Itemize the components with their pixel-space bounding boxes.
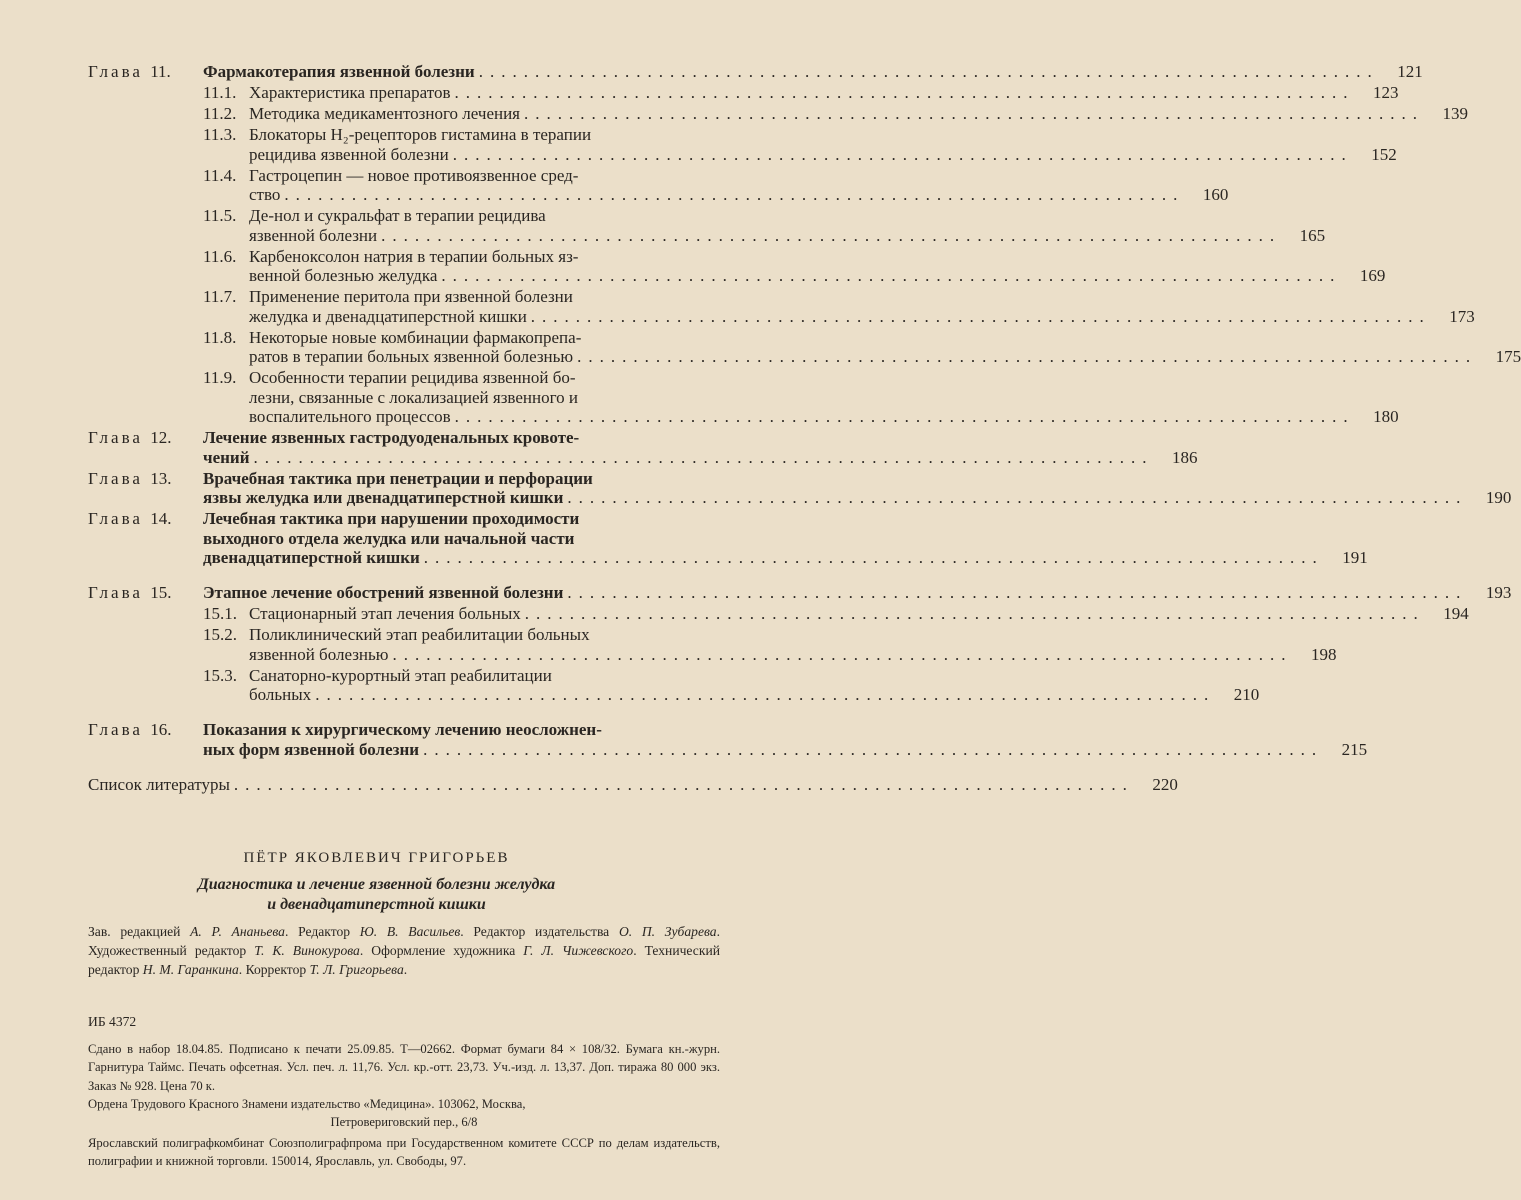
toc-line: [0, 774, 1178, 795]
chapter-label: [88, 469, 171, 489]
dot-leader: ................................................................................: [454, 83, 1355, 102]
section-number: 15.2.: [203, 625, 237, 644]
entry-title: Де-нол и сукральфат в терапии рецидива: [249, 206, 546, 225]
entry-title: Стационарный этап лечения больных: [249, 604, 521, 623]
toc-line: [0, 287, 753, 307]
credit-role: . Технический редактор: [88, 943, 720, 977]
credit-role: . Редактор: [284, 924, 351, 939]
toc-line: [0, 685, 1260, 705]
dot-leader: ................................................................................: [233, 774, 1134, 794]
section-number: 11.9.: [203, 368, 237, 387]
toc-line: [0, 469, 753, 489]
credit-name: Т. К. Винокурова: [254, 943, 360, 958]
chapter-label: [88, 428, 171, 448]
entry-title: больных: [249, 685, 312, 704]
printer: Ярославский полиграфкомбинат Союзполиграфпрома при Государственном комитете СССР по делам издательств, полиграфии и книжной торговли. 150014, Ярославль, ул. Свободы, 97.: [88, 1136, 720, 1169]
credit-role: Зав. редакцией: [88, 924, 181, 939]
page-number: 190: [1485, 488, 1512, 507]
toc-line: [0, 185, 1229, 205]
entry-title: Этапное лечение обострений язвенной болезни: [203, 583, 564, 602]
chapter-number: 16.: [150, 720, 172, 739]
chapter-word: Глава: [88, 468, 143, 488]
dot-leader: ................................................................................: [441, 266, 1342, 285]
toc-line: [0, 407, 1399, 427]
credit-name: Г. Л. Чижевского: [523, 943, 634, 958]
chapter-label: [88, 509, 171, 529]
book-title-line-2: и двенадцатиперстной кишки: [267, 896, 486, 913]
toc-chapter: [0, 583, 1512, 603]
book-author: ПЁТР ЯКОВЛЕВИЧ ГРИГОРЬЕВ: [243, 850, 510, 866]
entry-title: Блокаторы H₂-рецепторов гистамина в терапии: [249, 125, 592, 144]
dot-leader: ................................................................................: [524, 604, 1425, 623]
toc-line: [0, 644, 1337, 665]
chapter-number: 15.: [150, 583, 172, 602]
entry-title: желудка и двенадцатиперстной кишки: [249, 306, 527, 326]
page-number: 121: [1397, 62, 1423, 81]
toc-section: [0, 287, 1475, 326]
toc-line: [0, 166, 753, 186]
toc-line: [0, 125, 753, 145]
toc-line: [0, 347, 1521, 367]
dot-leader: ................................................................................: [315, 685, 1216, 704]
toc-line: [0, 529, 753, 549]
entry-title: Методика медикаментозного лечения: [249, 104, 521, 123]
entry-title: Поликлинический этап реабилитации больных: [249, 625, 590, 644]
publisher-address: Петровериговский пер., 6/8: [330, 1115, 478, 1129]
entry-title: Лечебная тактика при нарушении проходимости: [203, 509, 580, 528]
section-number: 11.4.: [203, 165, 237, 185]
toc-chapter: [0, 509, 1368, 568]
section-number: 11.8.: [203, 327, 237, 347]
dot-leader: ................................................................................: [423, 548, 1324, 567]
page-number: 152: [1371, 144, 1397, 164]
toc-section: [0, 83, 1399, 103]
entry-title: ратов в терапии больных язвенной болезнью: [249, 347, 574, 366]
page-number: 169: [1359, 266, 1386, 285]
section-number: 15.3.: [203, 665, 237, 685]
section-number: 11.5.: [203, 206, 237, 225]
page-number: 194: [1443, 604, 1469, 623]
dot-leader: ................................................................................: [423, 739, 1324, 759]
page-number: 186: [1172, 447, 1198, 467]
page-number: 191: [1342, 548, 1368, 567]
toc-line: [0, 266, 1386, 286]
chapter-word: Глава: [88, 509, 143, 528]
entry-title: Лечение язвенных гастродуоденальных кровоте-: [203, 428, 580, 447]
section-number: 15.1.: [203, 604, 237, 623]
entry-title: ство: [249, 185, 281, 204]
credit-role: . Корректор: [238, 962, 307, 977]
section-number: 11.2.: [203, 104, 237, 123]
chapter-number: 13.: [150, 468, 172, 488]
entry-title: Применение перитола при язвенной болезни: [249, 287, 573, 306]
publisher: Ордена Трудового Красного Знамени издательство «Медицина». 103062, Москва,: [88, 1097, 526, 1111]
credit-role: . Художественный редактор: [88, 924, 720, 958]
chapter-label: [88, 583, 171, 603]
page-number: 180: [1373, 407, 1399, 426]
chapter-word: Глава: [88, 428, 143, 447]
toc-section: [0, 368, 1399, 427]
credit-name: О. П. Зубарева: [618, 924, 717, 939]
toc-line: [0, 247, 753, 267]
toc-line: [0, 428, 753, 448]
toc-section: [0, 604, 1469, 624]
toc-line: [0, 720, 753, 740]
section-number: 11.6.: [203, 246, 237, 266]
toc-line: [0, 604, 1469, 624]
toc-line: [0, 388, 753, 408]
dot-leader: ................................................................................: [567, 583, 1468, 602]
entry-title: двенадцатиперстной кишки: [203, 548, 420, 567]
page-number: 193: [1485, 583, 1512, 602]
entry-title: язвенной болезни: [249, 225, 378, 245]
toc-line: [0, 509, 753, 529]
credits: Зав. редакцией А. Р. Ананьева. Редактор Ю. В. Васильев. Редактор издательства О. П. Зубарева. Художественный редактор Т. К. Винокурова. Оформление художника Г. Л. Чижевского. Технический редактор Н. М. Гаранкина. Корректор Т. Л. Григорьева.: [88, 924, 720, 977]
page-number: 123: [1372, 83, 1399, 102]
toc-line: [0, 225, 1326, 246]
toc-section: [0, 165, 1229, 205]
credit-name: Т. Л. Григорьева: [309, 962, 404, 977]
toc-entry: [0, 774, 1178, 795]
entry-title: рецидива язвенной болезни: [249, 144, 449, 164]
credit-role: . Оформление художника: [359, 943, 516, 958]
dot-leader: ................................................................................: [567, 488, 1468, 507]
section-number: 11.1.: [203, 83, 237, 102]
dot-leader: ................................................................................: [381, 225, 1282, 245]
dot-leader: ................................................................................: [530, 306, 1431, 326]
toc-line: [0, 548, 1368, 568]
toc-chapter: [0, 428, 1198, 467]
toc-section: [0, 104, 1469, 124]
entry-title: венной болезнью желудка: [249, 266, 438, 285]
entry-title: воспалительного процессов: [249, 407, 451, 426]
toc-section: [0, 206, 1326, 245]
chapter-word: Глава: [88, 720, 143, 739]
page-number: 160: [1202, 185, 1229, 204]
entry-title: Показания к хирургическому лечению неосложнен-: [203, 720, 602, 739]
entry-title: ных форм язвенной болезни: [203, 739, 420, 759]
dot-leader: ................................................................................: [577, 347, 1478, 366]
page-number: 175: [1495, 347, 1521, 366]
ib-number: ИБ 4372: [88, 1014, 137, 1029]
entry-title: Санаторно-курортный этап реабилитации: [249, 665, 552, 685]
dot-leader: ................................................................................: [392, 644, 1293, 664]
toc-line: [0, 206, 753, 226]
toc-line: [0, 625, 753, 645]
book-title-line-1: Диагностика и лечение язвенной болезни желудка: [197, 876, 556, 893]
page-number: 210: [1233, 685, 1260, 704]
toc-line: [0, 104, 1469, 124]
entry-title: Фармакотерапия язвенной болезни: [203, 62, 475, 81]
chapter-number: 11.: [150, 62, 171, 81]
chapter-number: 14.: [150, 509, 172, 528]
chapter-word: Глава: [88, 583, 143, 602]
dot-leader: ................................................................................: [524, 104, 1425, 123]
dot-leader: ................................................................................: [454, 407, 1355, 426]
toc-section: [0, 125, 1397, 164]
toc-line: [0, 739, 1368, 760]
page-number: 220: [1152, 774, 1178, 794]
entry-title: Некоторые новые комбинации фармакопрепа-: [249, 327, 582, 347]
toc-section: [0, 665, 1260, 705]
toc-line: [0, 488, 1512, 508]
dot-leader: ................................................................................: [253, 447, 1154, 467]
entry-title: Врачебная тактика при пенетрации и перфорации: [203, 468, 593, 488]
entry-title: лезни, связанные с локализацией язвенного и: [249, 387, 578, 407]
toc-line: [0, 144, 1397, 165]
toc-section: [0, 327, 1521, 367]
entry-title: язвенной болезнью: [249, 644, 389, 664]
toc-chapter: [0, 468, 1512, 508]
toc-section: [0, 246, 1386, 286]
print-info: Сдано в набор 18.04.85. Подписано к печати 25.09.85. Т—02662. Формат бумаги 84 × 108/32. Бумага кн.-журн. Гарнитура Таймс. Печать офсетная. Усл. печ. л. 11,76. Усл. кр.-отт. 23,73. Уч.-изд. л. 13,37. Доп. тиража 80 000 экз. Заказ № 928. Цена 70 к.: [88, 1042, 720, 1093]
page-number: 165: [1299, 225, 1326, 245]
chapter-word: Глава: [88, 62, 143, 81]
toc-line: [0, 447, 1198, 468]
page-number: 198: [1310, 644, 1337, 664]
credit-name: А. Р. Ананьева: [190, 924, 285, 939]
entry-title: Гастроцепин — новое противоязвенное сред-: [249, 165, 579, 185]
credit-role: . Редактор издательства: [460, 924, 610, 939]
credit-name: Ю. В. Васильев: [359, 924, 461, 939]
toc-chapter: [0, 720, 1368, 759]
toc-line: [0, 83, 1399, 103]
toc-line: [0, 306, 1475, 327]
dot-leader: ................................................................................: [452, 144, 1353, 164]
entry-title: чений: [203, 447, 250, 467]
page-number: 139: [1442, 104, 1469, 123]
toc-line: [0, 583, 1512, 603]
toc-line: [0, 368, 753, 388]
dot-leader: ................................................................................: [478, 62, 1379, 81]
chapter-number: 12.: [150, 428, 172, 447]
chapter-label: [88, 62, 171, 82]
entry-title: Карбеноксолон натрия в терапии больных яз-: [249, 246, 579, 266]
entry-title: Характеристика препаратов: [249, 83, 451, 102]
toc-line: [0, 62, 1423, 82]
section-number: 11.7.: [203, 287, 237, 306]
entry-title: Список литературы: [88, 774, 230, 794]
entry-title: язвы желудка или двенадцатиперстной кишки: [203, 488, 564, 507]
chapter-label: [88, 720, 171, 740]
section-number: 11.3.: [203, 125, 237, 144]
entry-title: выходного отдела желудка или начальной части: [203, 528, 575, 548]
toc-line: [0, 328, 753, 348]
dot-leader: ................................................................................: [284, 185, 1185, 204]
toc-section: [0, 625, 1337, 664]
entry-title: Особенности терапии рецидива язвенной бо-: [249, 368, 576, 387]
page-number: 215: [1341, 739, 1368, 759]
toc-line: [0, 666, 753, 686]
credit-name: Н. М. Гаранкина: [142, 962, 239, 977]
page-number: 173: [1449, 306, 1475, 326]
toc-chapter: [0, 62, 1423, 82]
